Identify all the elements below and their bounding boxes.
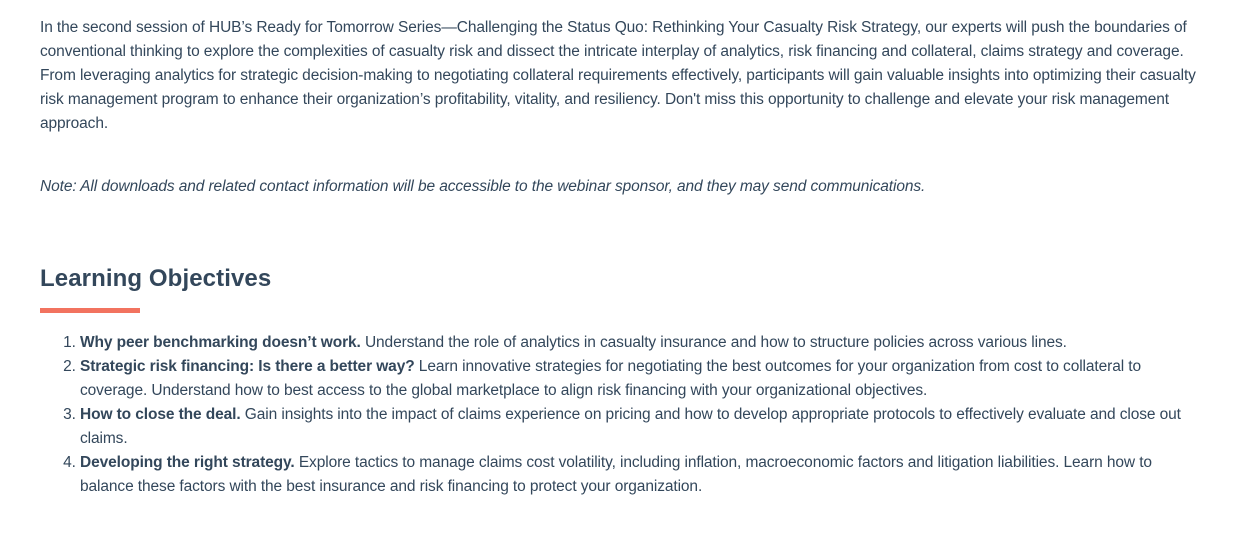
list-item [80,403,1200,451]
list-item [80,451,1200,499]
objective-text: Learn innovative strategies for negotiating the best outcomes for your organization from cost to collateral to coverage. Understand how to best access to the global marketplace to align risk financing with your organizational objectives. [80,358,1142,399]
list-item [80,331,1200,355]
objective-text: Explore tactics to manage claims cost volatility, including inflation, macroeconomic factors and litigation liabilities. Learn how to balance these factors with the best insurance and risk financing to protect your organization. [80,454,1152,495]
learning-objectives-list [40,331,1200,499]
objective-text: Understand the role of analytics in casualty insurance and how to structure policies across various lines. [360,334,1067,351]
objective-heading: Why peer benchmarking doesn’t work. [80,334,361,351]
intro-paragraph: In the second session of HUB’s Ready for Tomorrow Series—Challenging the Status Quo: Rethinking Your Casualty Risk Strategy, our experts will push the boundaries of conventional thinking to explore the complexities of casualty risk and dissect the intricate interplay of analytics, risk financing and collateral, claims strategy and coverage. From leveraging analytics for strategic decision-making to negotiating collateral requirements effectively, participants will gain valuable insights into optimizing their casualty risk management program to enhance their organization’s profitability, vitality, and resiliency. Don't miss this opportunity to challenge and elevate your risk management approach. [40,19,1196,132]
title-underline-accent [40,308,140,313]
article-content [40,16,1200,499]
sponsor-note: Note: All downloads and related contact information will be accessible to the webinar sponsor, and they may send communications. [40,178,926,195]
objective-heading: Strategic risk financing: Is there a better way? [80,358,415,375]
objective-text: Gain insights into the impact of claims experience on pricing and how to develop appropriate protocols to effectively evaluate and close out claims. [80,406,1181,447]
list-item [80,355,1200,403]
objective-heading: How to close the deal. [80,406,241,423]
section-title-learning-objectives: Learning Objectives [40,265,272,292]
objective-heading: Developing the right strategy. [80,454,295,471]
